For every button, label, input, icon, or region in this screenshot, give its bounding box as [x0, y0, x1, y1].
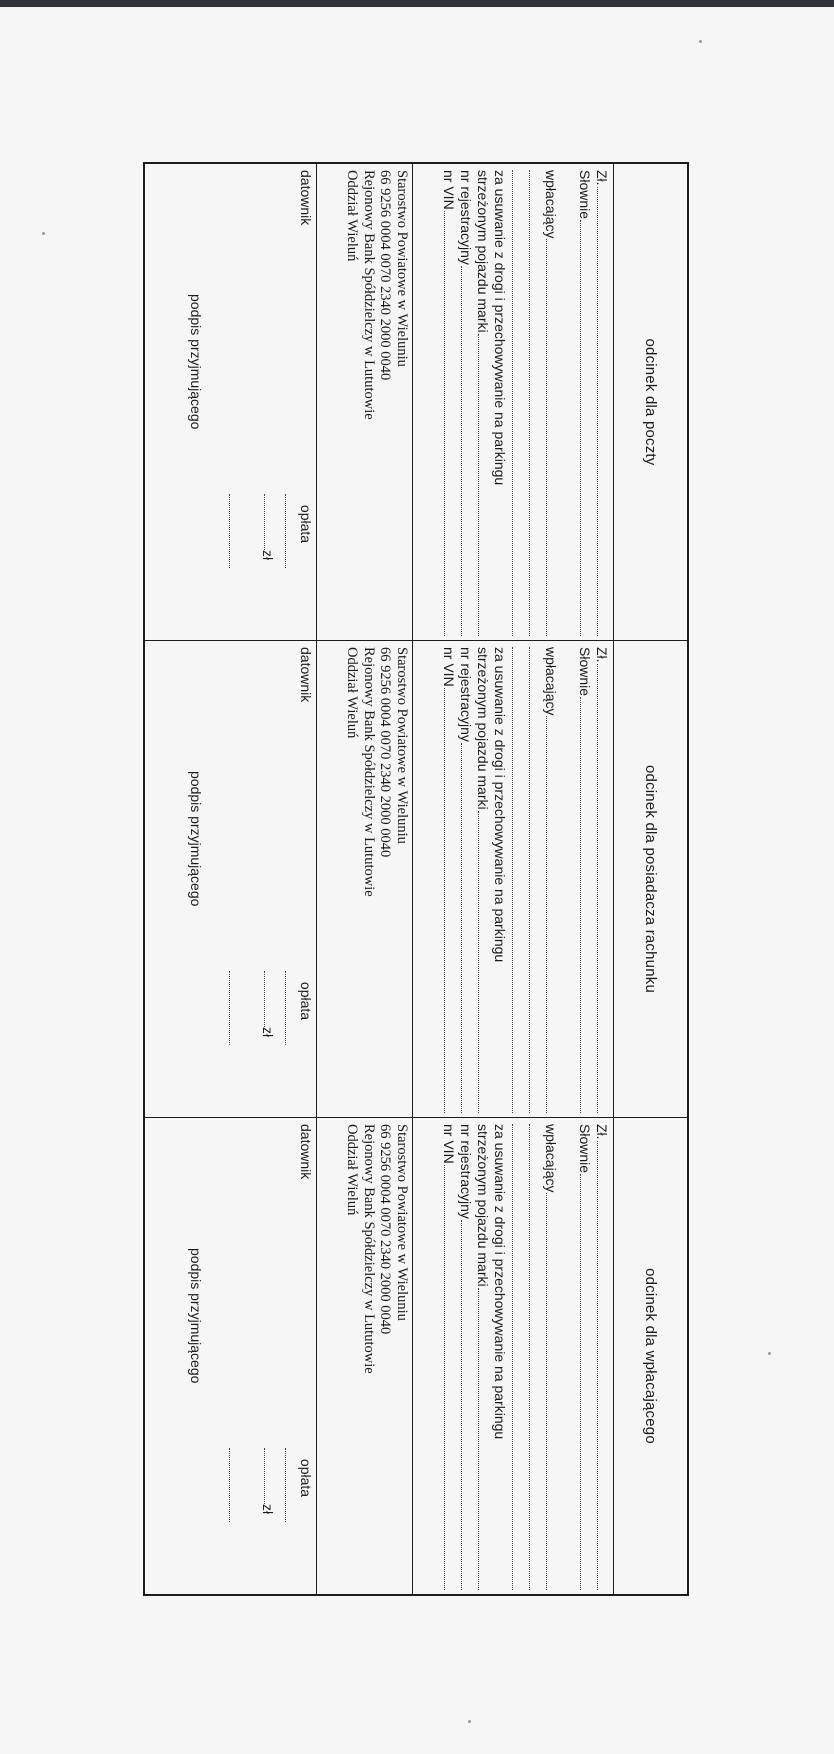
- vehicle-make-field[interactable]: [474, 647, 491, 1113]
- vin-label: nr VIN: [441, 170, 457, 210]
- amount-words-label: Słownie: [577, 170, 593, 220]
- vehicle-make-field[interactable]: [474, 170, 491, 636]
- signature-label: podpis przyjmującego: [188, 294, 204, 430]
- payer-extra-line[interactable]: [508, 1124, 525, 1590]
- purpose-text: za usuwanie z drogi i przechowywanie na parkingu: [492, 170, 508, 486]
- fee-amount-field[interactable]: [260, 1448, 276, 1514]
- branch-name: Oddział Wieluń: [344, 647, 361, 739]
- payer-extra-line[interactable]: [525, 1124, 542, 1590]
- scan-speck: [768, 1352, 771, 1355]
- section-title: odcinek dla wpłacającego: [613, 1118, 687, 1594]
- amount-label: Zł.: [594, 647, 610, 663]
- payer-field[interactable]: [542, 1124, 559, 1590]
- amount-field[interactable]: [593, 170, 610, 636]
- payer-extra-line[interactable]: [525, 647, 542, 1113]
- date-stamp-label: datownik: [298, 647, 314, 703]
- registration-field[interactable]: [457, 170, 474, 636]
- payee-info: [316, 1118, 412, 1594]
- fee-unit: zł: [260, 1027, 276, 1038]
- amount-words-field[interactable]: [576, 170, 593, 636]
- amount-label: Zł.: [594, 1124, 610, 1140]
- signature-dots[interactable]: [229, 1448, 230, 1522]
- fee-dots[interactable]: [285, 971, 286, 1045]
- account-number: 66 9256 0004 0070 2340 2000 0040: [377, 1124, 394, 1335]
- payee-info: [316, 164, 412, 640]
- amount-words-label: Słownie: [577, 647, 593, 697]
- vin-field[interactable]: [440, 647, 457, 1113]
- branch-name: Oddział Wieluń: [344, 170, 361, 262]
- registration-label: nr rejestracyjny: [458, 647, 474, 742]
- vin-field[interactable]: [440, 170, 457, 636]
- payee-name: Starostwo Powiatowe w Wieluniu: [394, 170, 410, 367]
- payee-name: Starostwo Powiatowe w Wieluniu: [394, 1124, 410, 1321]
- fee-unit: zł: [260, 550, 276, 561]
- payer-extra-line[interactable]: [525, 170, 542, 636]
- payment-fields: [412, 164, 613, 640]
- registration-field[interactable]: [457, 1124, 474, 1590]
- signature-label: podpis przyjmującego: [188, 771, 204, 907]
- amount-words-label: Słownie: [577, 1124, 593, 1174]
- payment-fields: [412, 641, 613, 1117]
- amount-field[interactable]: [593, 1124, 610, 1590]
- fee-amount-field[interactable]: [260, 971, 276, 1037]
- registration-field[interactable]: [457, 647, 474, 1113]
- blank-line: [559, 170, 576, 636]
- amount-field[interactable]: [593, 647, 610, 1113]
- amount-label: Zł.: [594, 170, 610, 186]
- amount-words-field[interactable]: [576, 1124, 593, 1590]
- blank-line: [559, 647, 576, 1113]
- registration-label: nr rejestracyjny: [458, 170, 474, 265]
- bank-name: Rejonowy Bank Spółdzielczy w Lututowie: [361, 647, 377, 897]
- payee-name: Starostwo Powiatowe w Wieluniu: [394, 647, 410, 844]
- payer-extra-line[interactable]: [508, 647, 525, 1113]
- section-title: odcinek dla poczty: [613, 164, 687, 640]
- payment-form: [143, 162, 689, 1596]
- signature-dots[interactable]: [229, 494, 230, 568]
- section-payer: [145, 1117, 687, 1594]
- stamp-area: [145, 641, 316, 1117]
- fee-dots[interactable]: [285, 1448, 286, 1522]
- payment-fields: [412, 1118, 613, 1594]
- purpose-text: za usuwanie z drogi i przechowywanie na parkingu: [492, 1124, 508, 1440]
- account-number: 66 9256 0004 0070 2340 2000 0040: [377, 170, 394, 381]
- amount-words-field[interactable]: [576, 647, 593, 1113]
- fee-amount-field[interactable]: [260, 494, 276, 560]
- section-post-office: [145, 164, 687, 640]
- blank-line: [559, 1124, 576, 1590]
- branch-name: Oddział Wieluń: [344, 1124, 361, 1216]
- fee-dots[interactable]: [285, 494, 286, 568]
- fee-label: opłata: [298, 1458, 314, 1498]
- signature-dots[interactable]: [229, 971, 230, 1045]
- payer-label: wpłacający: [543, 1124, 559, 1193]
- stamp-area: [145, 164, 316, 640]
- date-stamp-label: datownik: [298, 1124, 314, 1180]
- fee-label: opłata: [298, 504, 314, 544]
- scan-speck: [468, 1720, 471, 1723]
- section-account-holder: [145, 640, 687, 1117]
- bank-name: Rejonowy Bank Spółdzielczy w Lututowie: [361, 170, 377, 420]
- fee-label: opłata: [298, 981, 314, 1021]
- payer-label: wpłacający: [543, 647, 559, 716]
- signature-label: podpis przyjmującego: [188, 1248, 204, 1384]
- scan-speck: [42, 232, 45, 235]
- vin-label: nr VIN: [441, 1124, 457, 1164]
- stamp-area: [145, 1118, 316, 1594]
- date-stamp-label: datownik: [298, 170, 314, 226]
- purpose-text: za usuwanie z drogi i przechowywanie na parkingu: [492, 647, 508, 963]
- payer-extra-line[interactable]: [508, 170, 525, 636]
- payer-label: wpłacający: [543, 170, 559, 239]
- vin-field[interactable]: [440, 1124, 457, 1590]
- scan-top-edge: [0, 0, 834, 7]
- vin-label: nr VIN: [441, 647, 457, 687]
- fee-unit: zł: [260, 1504, 276, 1515]
- bank-name: Rejonowy Bank Spółdzielczy w Lututowie: [361, 1124, 377, 1374]
- payee-info: [316, 641, 412, 1117]
- scan-speck: [699, 40, 702, 43]
- payer-field[interactable]: [542, 647, 559, 1113]
- payer-field[interactable]: [542, 170, 559, 636]
- vehicle-make-label: strzeżonym pojazdu marki: [475, 1124, 491, 1287]
- registration-label: nr rejestracyjny: [458, 1124, 474, 1219]
- account-number: 66 9256 0004 0070 2340 2000 0040: [377, 647, 394, 858]
- vehicle-make-field[interactable]: [474, 1124, 491, 1590]
- vehicle-make-label: strzeżonym pojazdu marki: [475, 170, 491, 333]
- section-title: odcinek dla posiadacza rachunku: [613, 641, 687, 1117]
- vehicle-make-label: strzeżonym pojazdu marki: [475, 647, 491, 810]
